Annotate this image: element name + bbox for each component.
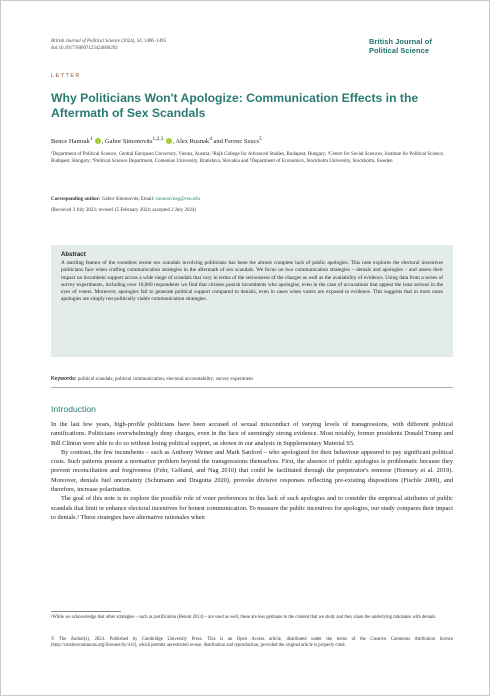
section-heading: Introduction: [51, 404, 96, 414]
abstract-heading: Abstract: [61, 251, 86, 258]
footnote-divider: [51, 611, 121, 612]
abstract-box: [51, 245, 453, 357]
article-type: LETTER: [51, 73, 81, 79]
affiliations: ¹Department of Political Science, Central European University, Vienna, Austria; ²Rajk College for Advanced Studies, Budapest, Hungary; ³Centre for Social Sciences, Institute for Political Science, Budapest, Hungary; ⁴Political Science Department, Comenius University, Bratislava, Slovakia and ⁵Department of Economics, Stockholm University, Stockholm, Sweden: [51, 152, 445, 164]
divider: [51, 387, 453, 388]
author-name[interactable]: Alex Rusnak: [175, 138, 210, 146]
journal-logo: British Journal of Political Science: [369, 37, 432, 55]
orcid-icon[interactable]: [166, 138, 172, 144]
author-list: Bence Hamrak$^1$ , Gabor Simonovits$^{1,2,3}$ , Alex Rusnak$^4$ and Ferenc Szucs$^5$: [51, 136, 262, 146]
paragraph: By contrast, the few incumbents – such as Anthony Weiner and Mark Sanford – who apologized for their behaviour appeared to pay significant political costs. Such patterns present a normative problem beyond the transgressions themselves. First, the absence of public apologies is problematic because they prevent reconciliation and forgiveness (Fehr, Gelfand, and Nag 2010) that could be facilitated through the perpetrator's remorse (Hornsey et al. 2019). Moreover, denials fuel uncertainty (Schumann and Dragotta 2020), provoke divisive responses reflecting pre-existing dispositions (Fischle 2000), and therefore, increase polarization.: [51, 448, 453, 494]
email-link[interactable]: simonovitsg@ceu.edu: [155, 197, 200, 202]
received-dates: (Received 3 July 2023; revised 15 February 2024; accepted 2 July 2024): [51, 208, 197, 213]
footnote: ¹While we acknowledge that other strategies – such as justification (Benoit 2014) – are used as well, these are less germane to the content that we study and they share the underlying rationales with denials.: [51, 615, 437, 620]
keywords: Keywords: political scandals; political communication; electoral accountability; survey experiment: [51, 376, 253, 382]
orcid-icon[interactable]: [95, 138, 101, 144]
article-title: Why Politicians Won't Apologize: Communication Effects in the Aftermath of Sex Scandals: [51, 91, 419, 121]
paragraph: The goal of this note is to explore the possible role of voter preferences in this lack of such apologies and to consider the empirical attributes of public scandals that limit or enhance electoral incentives for honest communication. To measure the public incentives for apologies, our study compares their impact to denials.¹ These strategies have alternative rationales when: [51, 495, 453, 521]
abstract-text: A startling feature of the countless recent sex scandals involving politicians has been the almost complete lack of public apologies. This note explores the electoral incentives politicians face when crafting communication strategies in the aftermath of sex scandals. We focus on two communication strategies – denials and apologies – and assess their impact on incumbent support across a wide range of scandals that vary in terms of the seriousness of the charges as well as the availability of evidence. Using data from a series of survey experiments, including over 10,000 respondents we find that citizens punish incumbents who apologise, even in the case of accusations that appear the least serious in the eyes of voters. Moreover, apologies fail to generate political support compared to denials, even in cases when voters are exposed to evidence. This suggests that in most cases apologies are simply not politically viable communication strategies.: [61, 260, 443, 303]
paragraph: In the last few years, high-profile politicians have been accused of sexual misconduct of varying levels of transgressions, with different political ramifications. Politicians overwhelmingly deny charges, even in the face of seemingly strong evidence. Most notably, former presidents Donald Trump and Bill Clinton were able to do so without losing political support, as shown in our analysis in Supplementary Material S5.: [51, 421, 453, 447]
author-name[interactable]: Bence Hamrak: [51, 138, 90, 146]
correspondence: Corresponding author: Gabor Simonovits; Email: simonovitsg@ceu.edu: [51, 197, 200, 202]
journal-name: British Journal of Political Science: [51, 39, 120, 44]
copyright-notice: © The Author(s), 2024. Published by Cambridge University Press. This is an Open Access article, distributed under the terms of the Creative Commons Attribution licence (http://creativecommons.org/licenses/by/4.0/), which permits unrestricted re-use, distribution and reproduction, provided the original article is properly cited.: [51, 637, 453, 649]
body-text: [51, 420, 453, 522]
running-header: [51, 39, 166, 52]
citation: (2024), 54, 1486–1495: [121, 39, 167, 44]
doi-link[interactable]: doi:10.1017/S0007123424000292: [51, 45, 118, 51]
author-name[interactable]: Gabor Simonovits: [104, 138, 153, 146]
author-name[interactable]: Ferenc Szucs: [224, 138, 260, 146]
